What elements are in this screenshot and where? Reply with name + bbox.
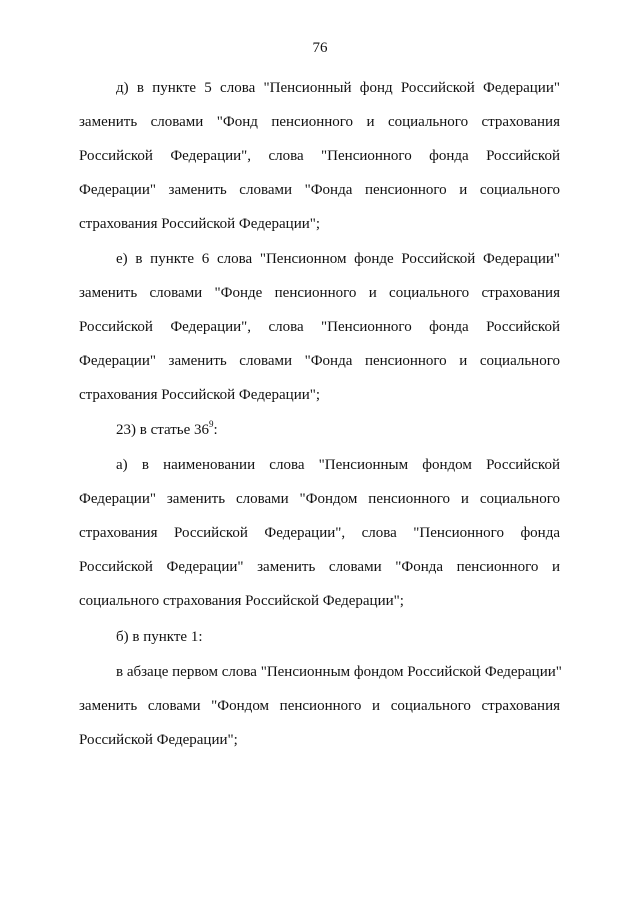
article-heading [116,420,560,440]
text-line: д) в пункте 5 слова "Пенсионный фонд Российской Федерации" [116,80,560,96]
text-line: заменить словами "Фонде пенсионного и социального страхования [79,285,560,301]
text-line: Российской Федерации", слова "Пенсионного фонда Российской [79,148,560,164]
text-line: Российской Федерации", слова "Пенсионного фонда Российской [79,319,560,335]
text-line: страхования Российской Федерации", слова "Пенсионного фонда [79,525,560,541]
text-line: б) в пункте 1: [116,629,203,645]
text-line: Федерации" заменить словами "Фонда пенсионного и социального [79,353,560,369]
text-line: страхования Российской Федерации"; [79,387,321,403]
text-line: Российской Федерации"; [79,732,238,748]
article-heading-suffix: : [213,422,218,438]
article-superscript: 9 [209,419,214,429]
page-number: 76 [312,40,328,56]
text-line: социального страхования Российской Федерации"; [79,593,404,609]
text-line: Федерации" заменить словами "Фондом пенсионного и социального [79,491,560,507]
text-line: а) в наименовании слова "Пенсионным фондом Российской [116,457,560,473]
text-line: страхования Российской Федерации"; [79,216,321,232]
text-line: е) в пункте 6 слова "Пенсионном фонде Российской Федерации" [116,251,560,267]
text-line: в абзаце первом слова "Пенсионным фондом Российской Федерации" [116,664,562,680]
text-line: Российской Федерации" заменить словами "Фонда пенсионного и [79,559,560,575]
article-heading-text: 23) в статье 36 [116,422,210,438]
text-line: Федерации" заменить словами "Фонда пенсионного и социального [79,182,560,198]
text-line: заменить словами "Фондом пенсионного и социального страхования [79,698,560,714]
text-line: заменить словами "Фонд пенсионного и социального страхования [79,114,560,130]
